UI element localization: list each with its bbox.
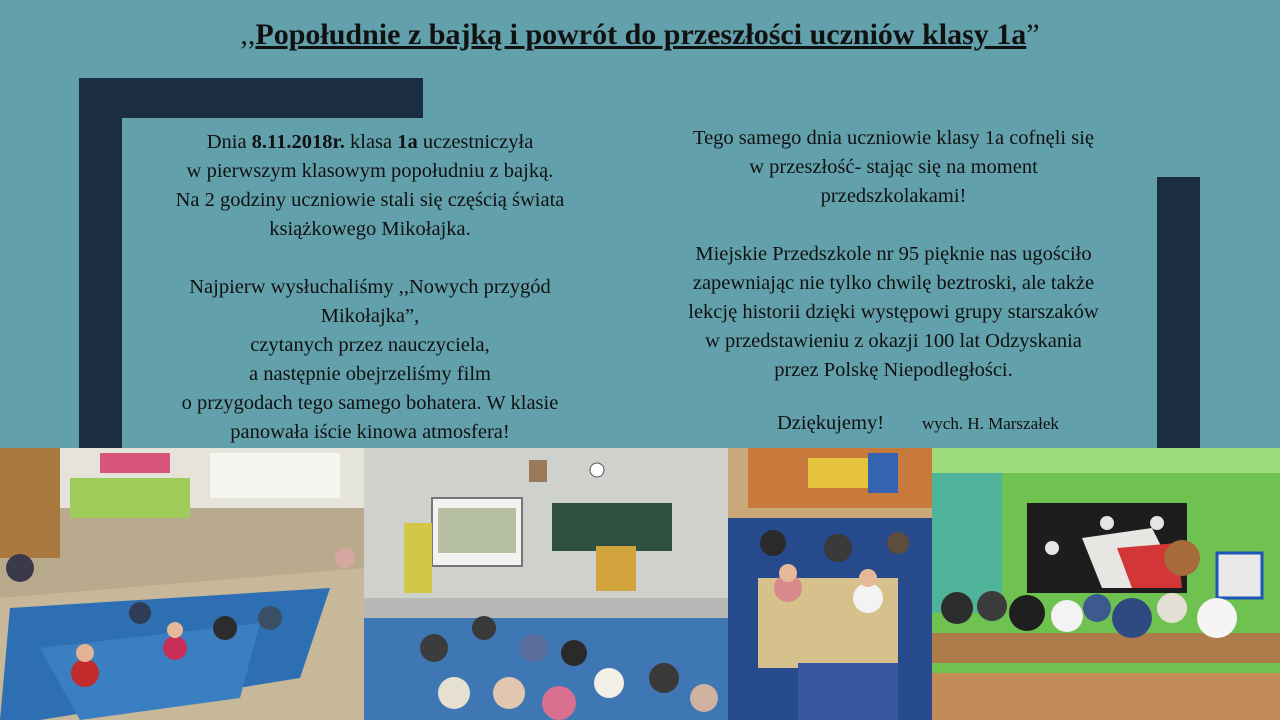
left-text-column [130,128,610,447]
left-p1-line1: Dnia 8.11.2018r. klasa 1a uczestniczyła [206,131,534,153]
right-p1-line2: w przeszłość- stając się na moment [749,156,1038,178]
title-text: Popołudnie z bajką i powrót do przeszłości uczniów klasy 1a [255,18,1027,51]
right-p2-line4: w przedstawieniu z okazji 100 lat Odzyskania [705,330,1082,352]
left-p2-line6: panowała iście kinowa atmosfera! [230,421,510,443]
thanks-text: Dziękujemy! [777,412,885,434]
title-close-quote: ” [1026,18,1040,51]
decorative-frame-right [1157,177,1200,450]
left-p2-line5: o przygodach tego samego bohatera. W klasie [181,392,559,414]
right-text-column [636,124,1151,385]
right-p2-line2: zapewniając nie tylko chwilę beztroski, ale także [692,272,1095,294]
left-p2-line4: a następnie obejrzeliśmy film [249,363,491,385]
photo-kindergarten-play [728,448,932,720]
photo-performance-hall [932,448,1280,720]
left-p2-line1: Najpierw wysłuchaliśmy ,,Nowych przygód [189,276,551,298]
right-p1-line3: przedszkolakami! [820,185,967,207]
left-p1-line2: w pierwszym klasowym popołudniu z bajką. [186,160,554,182]
title-open-quote: ,, [240,18,256,51]
page-title [0,18,1280,52]
left-p1-line4: książkowego Mikołajka. [269,218,471,240]
photo-classroom-mats [0,448,364,720]
signature: wych. H. Marszałek [922,414,1059,433]
photo-watching-film [364,448,728,720]
left-p2-line2: Mikołajka”, [320,305,420,327]
left-p2-line3: czytanych przez nauczyciela, [250,334,490,356]
thanks-row [777,412,1059,435]
decorative-frame-left [79,78,122,450]
right-p2-line3: lekcję historii dzięki występowi grupy starszaków [688,301,1099,323]
event-date: 8.11.2018r. [251,131,345,153]
right-p2-line1: Miejskie Przedszkole nr 95 pięknie nas ugościło [695,243,1092,265]
left-p1-line3: Na 2 godziny uczniowie stali się częścią świata [175,189,565,211]
right-p2-line5: przez Polskę Niepodległości. [774,359,1013,381]
decorative-frame-top [79,78,423,118]
class-name: 1a [397,131,418,153]
right-p1-line1: Tego samego dnia uczniowie klasy 1a cofnęli się [692,127,1095,149]
